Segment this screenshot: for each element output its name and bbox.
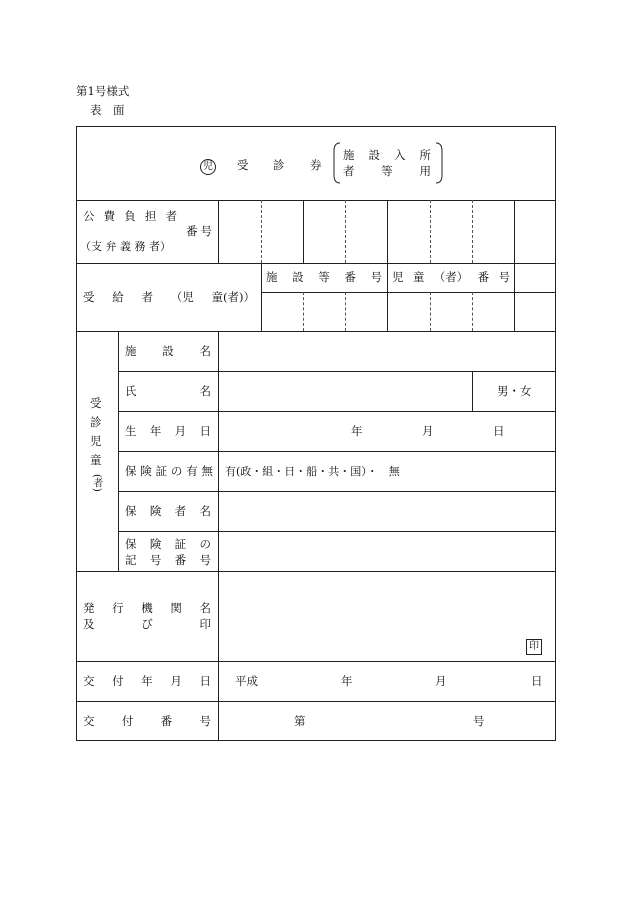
payer-label-line1: 公 費 負 担 者: [83, 209, 177, 223]
payer-label-line3: （支 弁 義 務 者）: [80, 240, 171, 253]
row-divider: [76, 331, 556, 332]
gender-options: 男・女: [497, 384, 532, 398]
digit-divider-dashed: [472, 292, 473, 331]
row-divider: [118, 371, 556, 372]
insurer-name-label: 保 険 者 名: [125, 504, 211, 518]
issue-date-era: 平成: [235, 674, 258, 688]
row-divider: [118, 451, 556, 452]
insurance-card-label: 保 険 証 の 有 無: [125, 464, 213, 478]
row-divider: [76, 571, 556, 572]
digit-divider: [387, 200, 388, 331]
issuer-label-line2: 及 び 印: [83, 617, 211, 631]
row-divider: [118, 491, 556, 492]
digit-divider-dashed: [345, 292, 346, 331]
row-divider: [76, 263, 556, 264]
birthdate-year-unit: 年: [351, 424, 363, 438]
col-divider: [218, 331, 219, 741]
digit-divider-dashed: [472, 200, 473, 263]
title-char: 券: [310, 158, 322, 172]
col-divider: [118, 331, 119, 571]
digit-divider-dashed: [261, 200, 262, 263]
facility-number-header: 施 設 等 番 号: [266, 270, 382, 284]
issue-number-label: 交 付 番 号: [83, 714, 211, 728]
child-number-header: 児 童 （者） 番 号: [392, 270, 510, 284]
title-char: 診: [273, 158, 285, 172]
card-symbol-label-line2: 記 号 番 号: [125, 553, 211, 567]
insurance-options: 有(政・組・日・船・共・国）・ 無: [225, 465, 400, 478]
issue-date-day-unit: 日: [531, 674, 543, 688]
title-bracket-line2: 者 等 用: [343, 164, 431, 178]
row-divider: [118, 411, 556, 412]
title-circled-char: 児: [200, 154, 216, 175]
col-divider: [261, 263, 262, 331]
digit-divider-dashed: [345, 200, 346, 263]
recipient-label: 受 給 者 （児 童(者)）: [83, 290, 255, 304]
digit-divider: [303, 200, 304, 263]
digit-divider-dashed: [430, 292, 431, 331]
issue-date-year-unit: 年: [341, 674, 353, 688]
form-number: 第1号様式: [76, 84, 130, 98]
seal-mark: 印: [526, 634, 542, 655]
patient-side-label: 受 診 児 童 (者): [90, 396, 102, 492]
row-divider: [118, 531, 556, 532]
card-symbol-label-line1: 保 険 証 の: [125, 537, 211, 551]
col-divider: [472, 371, 473, 411]
issue-number-prefix: 第: [294, 714, 306, 728]
issue-date-label: 交 付 年 月 日: [83, 674, 211, 688]
row-divider: [261, 292, 556, 293]
birthdate-label: 生 年 月 日: [125, 424, 211, 438]
digit-divider-dashed: [430, 200, 431, 263]
digit-divider-dashed: [303, 292, 304, 331]
issue-date-month-unit: 月: [435, 674, 447, 688]
row-divider: [76, 661, 556, 662]
issuer-label-line1: 発 行 機 関 名: [83, 601, 211, 615]
name-label: 氏 名: [125, 384, 211, 398]
payer-label-line2: 番号: [186, 224, 215, 238]
col-divider: [218, 200, 219, 263]
facility-name-label: 施 設 名: [125, 344, 211, 358]
title-bracket-line1: 施 設 入 所: [343, 148, 431, 162]
row-divider: [76, 701, 556, 702]
issue-number-suffix: 号: [473, 714, 485, 728]
row-divider: [76, 200, 556, 201]
birthdate-month-unit: 月: [422, 424, 434, 438]
digit-divider: [514, 200, 515, 331]
birthdate-day-unit: 日: [493, 424, 505, 438]
title-char: 受: [237, 158, 249, 172]
side-label: 表 面: [90, 103, 125, 117]
